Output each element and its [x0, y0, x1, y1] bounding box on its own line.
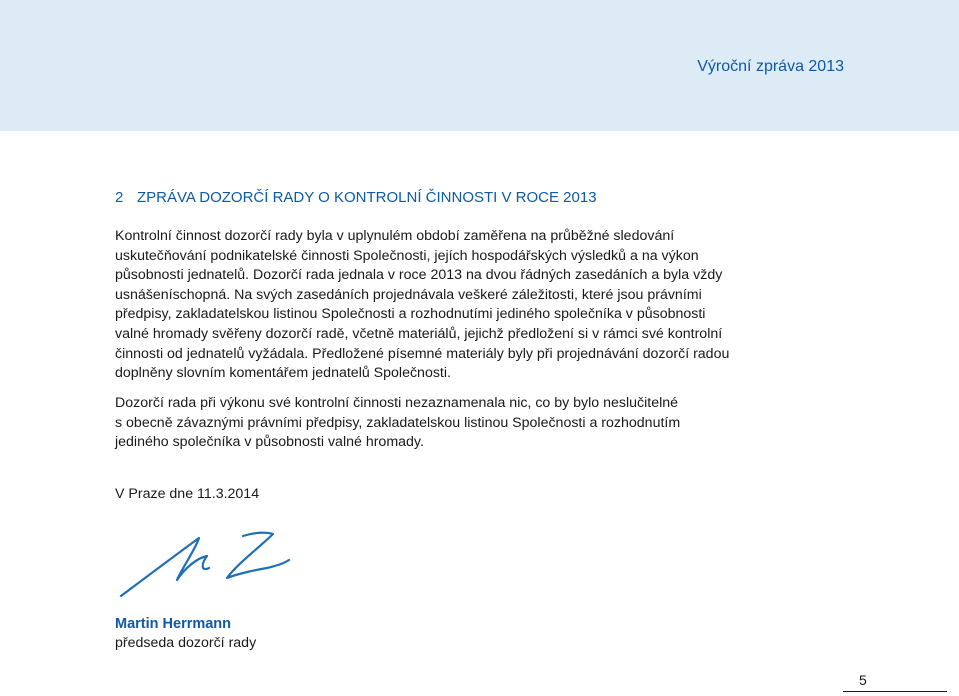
signature-stroke	[121, 538, 209, 596]
signer-name: Martin Herrmann	[115, 616, 232, 632]
paragraph-1	[115, 227, 815, 384]
paragraph-line: Dozorčí rada při výkonu své kontrolní činnosti nezaznamenala nic, co by bylo neslučitelné	[115, 395, 679, 411]
paragraph-line: působnosti jednatelů. Dozorčí rada jednala v roce 2013 na dvou řádných zasedáních a byla vždy	[115, 267, 723, 284]
place-date: V Praze dne 11.3.2014	[115, 486, 260, 502]
paragraph-line: činnosti od jednatelů vyžádala. Předložené písemné materiály byly při projednávání dozorčí radou	[115, 345, 730, 362]
handwritten-signature	[115, 528, 295, 603]
page-number: 5	[859, 672, 867, 688]
paragraph-line: s obecně závaznými právními předpisy, zakladatelskou listinou Společnosti a rozhodnutím	[115, 414, 681, 431]
paragraph-line: Kontrolní činnost dozorčí rady byla v uplynulém období zaměřena na průběžné sledování	[115, 228, 675, 244]
paragraph-line: usnášeníschopná. Na svých zasedáních projednávala veškeré záležitosti, které jsou právními	[115, 286, 702, 303]
report-title: Výroční zpráva 2013	[697, 58, 844, 75]
paragraph-line: doplněny slovním komentářem jednatelů Společnosti.	[115, 365, 451, 382]
signer-role: předseda dozorčí rady	[115, 635, 257, 651]
section-number: 2	[115, 189, 124, 206]
section-heading	[115, 189, 597, 206]
header-band	[0, 0, 959, 131]
paragraph-2	[115, 394, 815, 453]
paragraph-line: valné hromady svěřeny dozorčí radě, včetně materiálů, jejichž předložení si v rámci své kontrolní	[115, 325, 723, 342]
paragraph-line: jediného společníka v působnosti valné hromady.	[115, 434, 424, 451]
section-title: ZPRÁVA DOZORČÍ RADY O KONTROLNÍ ČINNOSTI V ROCE 2013	[137, 189, 597, 206]
signature-stroke	[227, 533, 289, 578]
paragraph-line: uskutečňování podnikatelské činnosti Společnosti, jejích hospodářských výsledků a na výkon	[115, 247, 699, 264]
page-number-rule	[843, 691, 947, 692]
paragraph-line: předpisy, zakladatelskou listinou Společnosti a rozhodnutími jediného společníka v působnosti	[115, 306, 706, 323]
